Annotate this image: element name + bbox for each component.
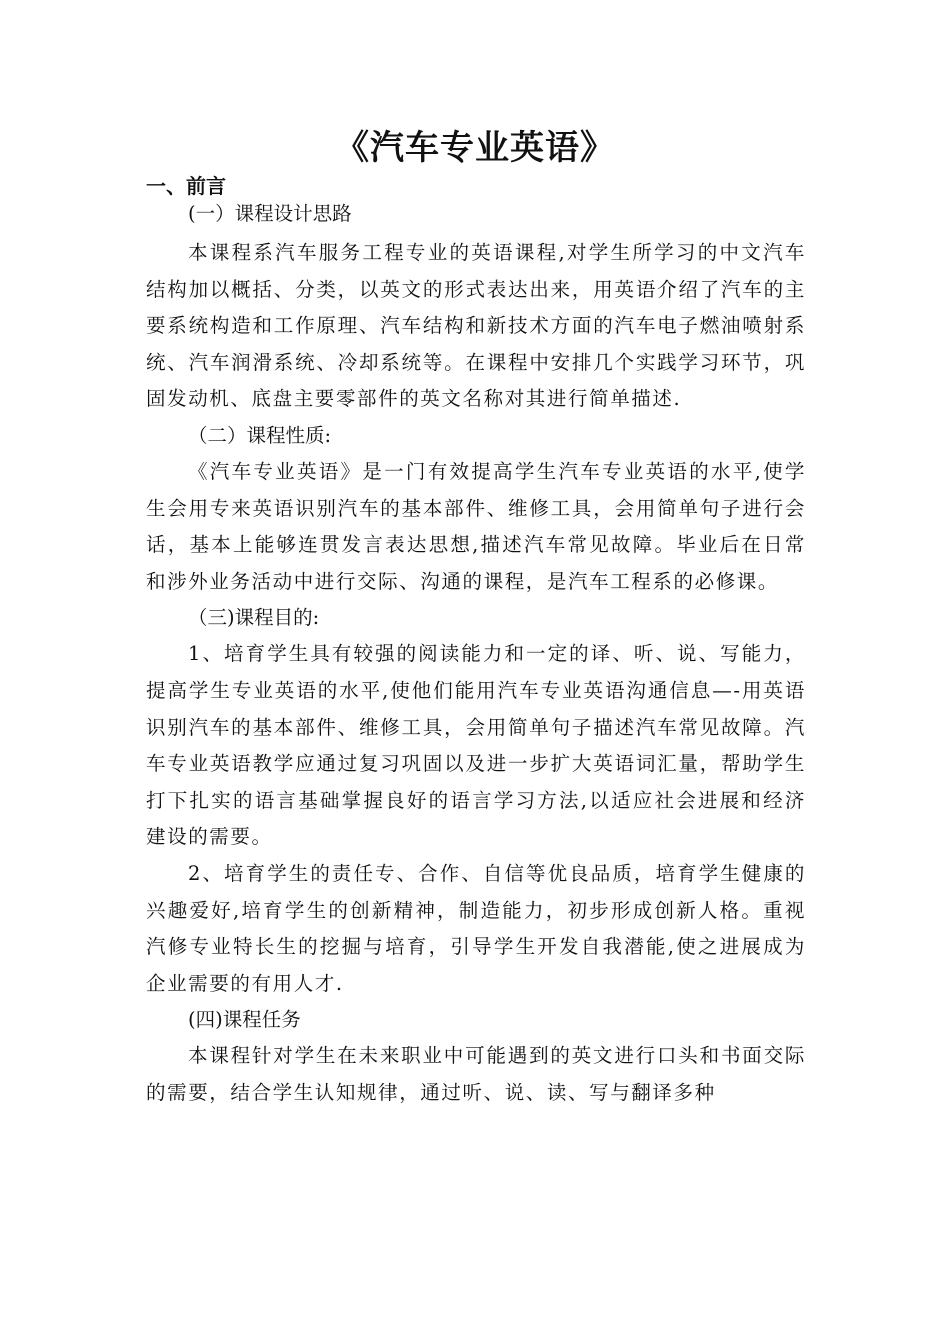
document-title: 《汽车专业英语》 xyxy=(335,128,615,168)
paragraph-objective-1: 1、培育学生具有较强的阅读能力和一定的译、听、说、写能力，提高学生专业英语的水平,使他们能用汽车专业英语沟通信息—-用英语识别汽车的基本部件、维修工具，会用简单句子描述汽车常见故障。汽车专业英语教学应通过复习巩固以及进一步扩大英语词汇量，帮助学生打下扎实的语言基础掌握良好的语言学习方法,以适应社会进展和经济建设的需要。 xyxy=(146,642,806,849)
section-heading-preface: 一、前言 xyxy=(146,174,226,198)
subsection-heading-objectives: （三)课程目的: xyxy=(188,606,320,630)
paragraph-design: 本课程系汽车服务工程专业的英语课程,对学生所学习的中文汽车结构加以概括、分类，以英文的形式表达出来，用英语介绍了汽车的主要系统构造和工作原理、汽车结构和新技术方面的汽车电子燃油喷射系统、汽车润滑系统、冷却系统等。在课程中安排几个实践学习环节，巩固发动机、底盘主要零部件的英文名称对其进行简单描述. xyxy=(146,241,806,411)
subsection-heading-nature: （二）课程性质: xyxy=(188,423,332,447)
paragraph-tasks: 本课程针对学生在未来职业中可能遇到的英文进行口头和书面交际的需要，结合学生认知规律，通过听、说、读、写与翻译多种 xyxy=(146,1044,806,1104)
paragraph-objective-2: 2、培育学生的责任专、合作、自信等优良品质，培育学生健康的兴趣爱好,培育学生的创新精神，制造能力，初步形成创新人格。重视汽修专业特长生的挖掘与培育，引导学生开发自我潜能,使之进展成为企业需要的有用人才. xyxy=(146,861,806,995)
subsection-heading-design: (一）课程设计思路 xyxy=(188,202,352,225)
subsection-heading-tasks: (四)课程任务 xyxy=(188,1008,301,1032)
document-body xyxy=(146,196,806,1111)
paragraph-nature: 《汽车专业英语》是一门有效提高学生汽车专业英语的水平,使学生会用专来英语识别汽车的基本部件、维修工具，会用简单句子进行会话，基本上能够连贯发言表达思想,描述汽车常见故障。毕业后在日常和涉外业务活动中进行交际、沟通的课程，是汽车工程系的必修课。 xyxy=(146,459,806,593)
